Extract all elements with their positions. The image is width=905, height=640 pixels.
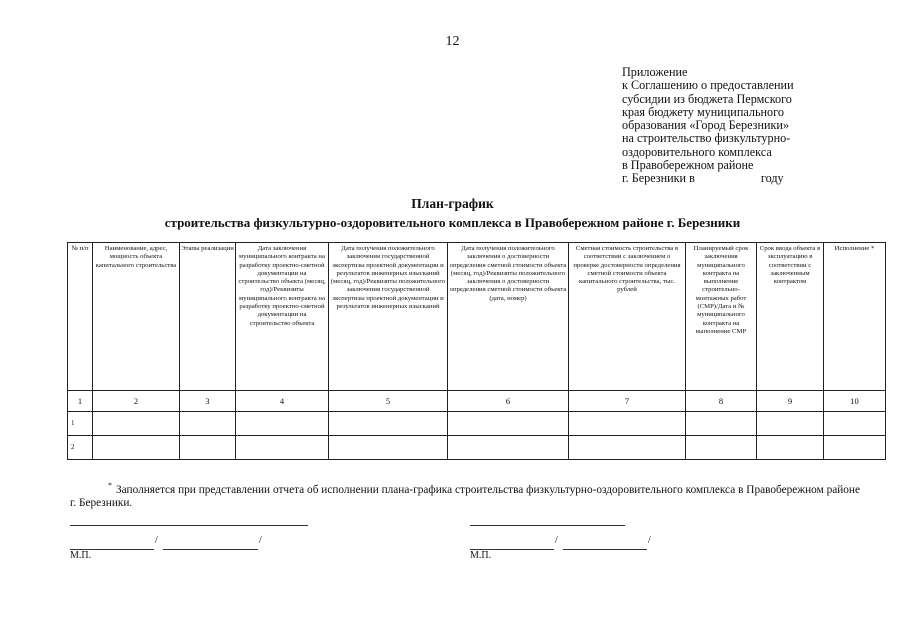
- header-cell: № п/п: [68, 243, 93, 391]
- table-cell: [686, 412, 757, 436]
- column-number: 9: [757, 391, 824, 412]
- column-number: 6: [448, 391, 569, 412]
- appendix-city: г. Березники в: [622, 171, 695, 186]
- header-cell: Наименование, адрес, мощность объекта капитального строительства: [93, 243, 180, 391]
- appendix-block: [622, 66, 892, 186]
- column-number-row: [68, 391, 886, 412]
- document-subtitle: строительства физкультурно-оздоровительного комплекса в Правобережном районе г. Березники: [164, 215, 741, 230]
- right-stamp-label: М.П.: [470, 550, 492, 561]
- header-cell: Дата получения положительного заключения о достоверности определения сметной стоимости объекта (месяц, год)/Реквизиты положительного заключения о достоверности определения сметной стоимости объекта (дата, номер): [448, 243, 569, 391]
- header-cell: Планируемый срок заключения муниципального контракта на выполнение строительно-монтажных работ (СМР)/Дата и № муниципального контракта на выполнение СМР: [686, 243, 757, 391]
- left-signature-line: [70, 525, 308, 526]
- appendix-line: в Правобережном районе: [622, 158, 754, 173]
- table-cell: [93, 412, 180, 436]
- column-number: 3: [180, 391, 236, 412]
- table-cell: [180, 436, 236, 460]
- appendix-line: Приложение: [622, 65, 688, 79]
- footnote-text: Заполняется при представлении отчета об исполнении плана-графика строительства физкультурно-оздоровительного комплекса в Правобережном районе г. Березники.: [70, 483, 860, 510]
- header-cell: Сметная стоимость строительства в соответствии с заключением о проверке достоверности определения сметной стоимости объекта капитального строительства, тыс. рублей: [569, 243, 686, 391]
- column-number: 8: [686, 391, 757, 412]
- header-cell: Дата получения положительного заключения государственной экспертизы проектной документации и результатов инженерных изысканий (месяц, год)/Реквизиты положительного заключения государственной экспертизы проектной документации и результатов инженерных изысканий: [329, 243, 448, 391]
- table-row: [68, 436, 886, 460]
- header-cell: Этапы реализации: [180, 243, 236, 391]
- appendix-line: субсидии из бюджета Пермского: [622, 91, 792, 106]
- table-cell: [757, 412, 824, 436]
- table-cell: [686, 436, 757, 460]
- table-cell: [757, 436, 824, 460]
- appendix-line: образования «Город Березники»: [622, 118, 790, 133]
- left-stamp-label: М.П.: [70, 550, 92, 561]
- appendix-line: к Соглашению о предоставлении: [622, 78, 794, 93]
- document-title: План-график: [411, 196, 494, 211]
- table-cell: [824, 436, 886, 460]
- right-slash: /: [555, 535, 558, 546]
- column-number: 5: [329, 391, 448, 412]
- column-number: 10: [824, 391, 886, 412]
- table-cell: [236, 436, 329, 460]
- header-cell: Дата заключения муниципального контракта на разработку проектно-сметной документации на строительство объекта (месяц, год)/Реквизиты муниципального контракта на разработку проектно-сметной документации на строительство объекта: [236, 243, 329, 391]
- header-cell: Исполнение *: [824, 243, 886, 391]
- header-cell: Срок ввода объекта в эксплуатацию в соответствии с заключенным контрактом: [757, 243, 824, 391]
- footnote-mark: *: [108, 481, 112, 490]
- row-index: 2: [68, 436, 93, 460]
- right-slash: /: [648, 535, 651, 546]
- table-row: [68, 412, 886, 436]
- left-slash: /: [155, 535, 158, 546]
- row-index: 1: [68, 412, 93, 436]
- left-name-field: [163, 549, 258, 550]
- table-cell: [329, 412, 448, 436]
- column-number: 2: [93, 391, 180, 412]
- table-cell: [236, 412, 329, 436]
- page-number: 12: [445, 34, 460, 49]
- table-cell: [448, 412, 569, 436]
- table-cell: [569, 412, 686, 436]
- table-cell: [448, 436, 569, 460]
- footnote: [70, 479, 860, 511]
- appendix-last-line: [622, 172, 892, 185]
- appendix-line: края бюджету муниципального: [622, 104, 784, 119]
- table-cell: [569, 436, 686, 460]
- right-name-field: [563, 549, 647, 550]
- left-slash: /: [259, 535, 262, 546]
- table-cell: [824, 412, 886, 436]
- column-number: 7: [569, 391, 686, 412]
- appendix-year-word: году: [760, 171, 784, 186]
- appendix-line: оздоровительного комплекса: [622, 144, 772, 159]
- table-cell: [93, 436, 180, 460]
- table-cell: [329, 436, 448, 460]
- appendix-line: на строительство физкультурно-: [622, 131, 791, 146]
- column-number: 4: [236, 391, 329, 412]
- right-signature-line: [470, 525, 625, 526]
- column-number: 1: [68, 391, 93, 412]
- table-cell: [180, 412, 236, 436]
- plan-schedule-table: [67, 242, 886, 460]
- table-header-row: [68, 243, 886, 391]
